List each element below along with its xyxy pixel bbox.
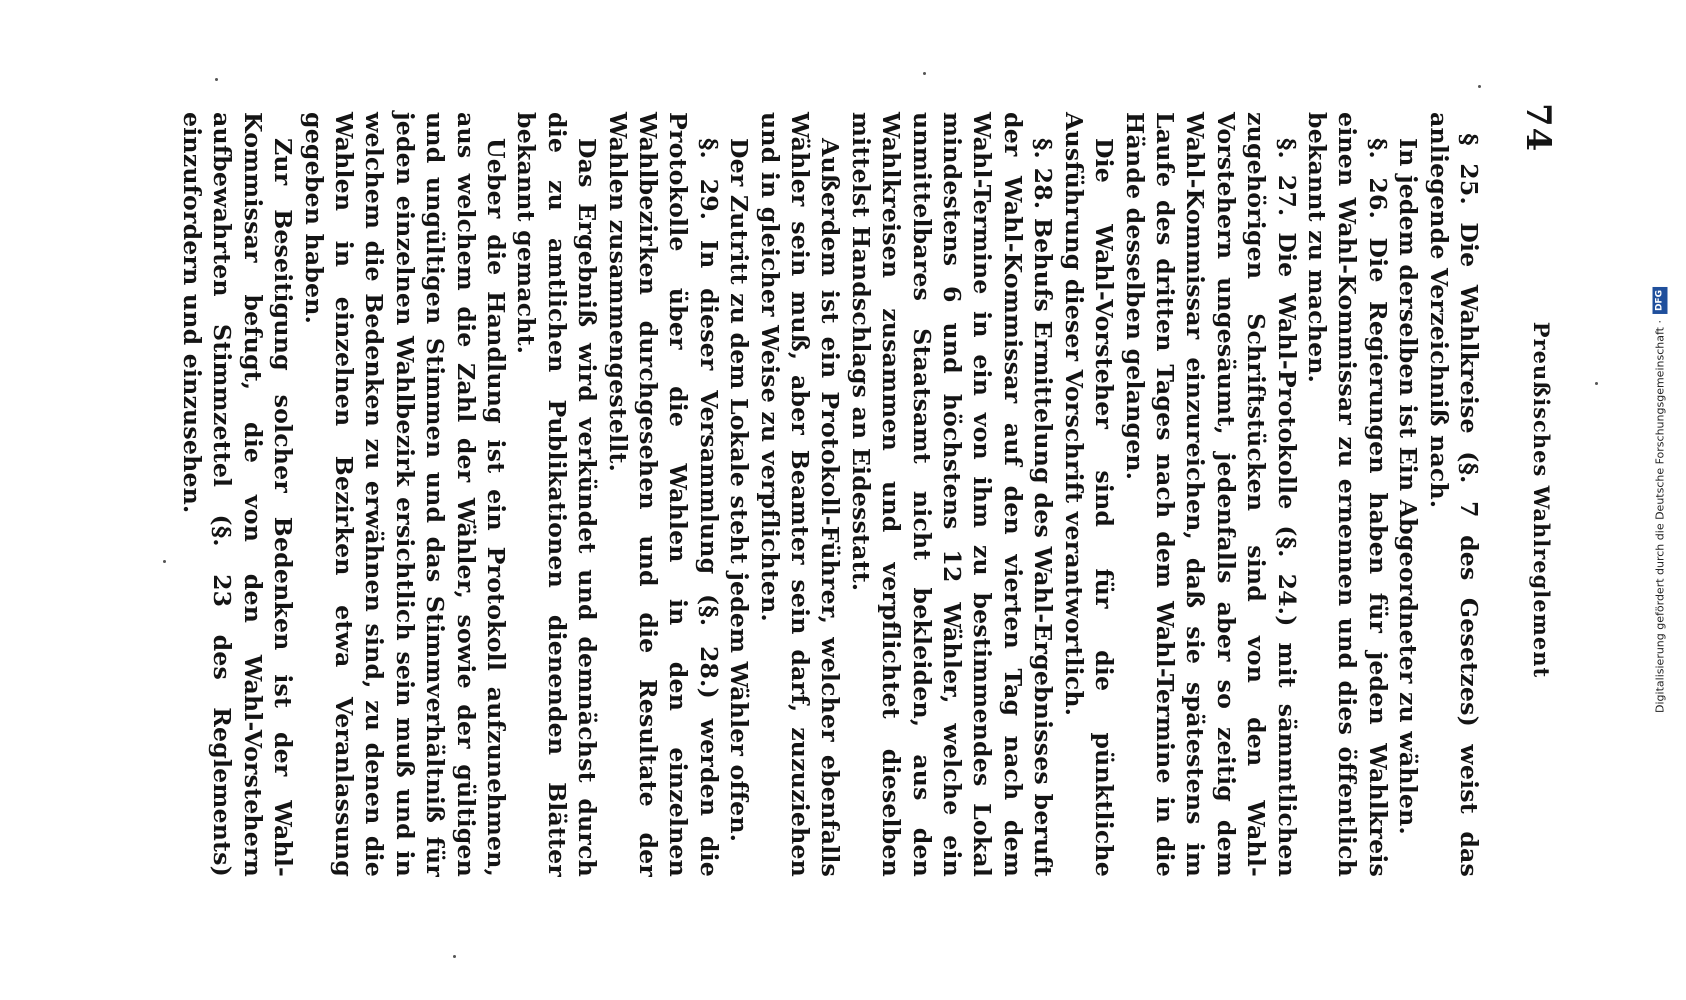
paragraph-27-cont: Die Wahl-Vorsteher sind für die pünktliche Ausführung dieser Vorschrift verantwortlich. (1059, 112, 1119, 877)
scan-speck (1595, 382, 1598, 385)
dfg-logo: DFG (1653, 287, 1668, 314)
paragraph-25-cont: In jedem derselben ist Ein Abgeordneter zu wählen. (1394, 137, 1423, 835)
scan-speck (453, 955, 456, 958)
body-text (177, 112, 1484, 877)
credit-text: Digitalisierung gefördert durch die Deutsche Forschungsgemeinschaft · (1653, 320, 1667, 713)
scan-speck (163, 560, 166, 563)
running-head: Preußisches Wahlreglement (1529, 321, 1554, 679)
scan-speck (923, 72, 926, 75)
paragraph-29-result: Das Ergebniß wird verkündet und demnächst durch die zu amtlichen Publikationen dienenden Blätter bekannt gemacht. (512, 112, 602, 877)
paragraph-28-cont: Außerdem ist ein Protokoll-Führer, welcher ebenfalls Wähler sein muß, aber Beamter sein darf, zuzuziehen und in gleicher Weise zu verpflichten. (755, 112, 845, 877)
paragraph-29-remedy: Zur Beseitigung solcher Bedenken ist der Wahl-Kommissar befugt, die von den Wahl-Vorstehern aufbewahrten Stimmzettel (§. 23 des Reglements) einzufordern und einzusehen. (177, 112, 298, 877)
scan-speck (1478, 85, 1481, 88)
scan-speck (215, 78, 218, 81)
paragraph-29: §. 29. In dieser Versammlung (§. 28.) werden die Protokolle über die Wahlen in den einzelnen Wahlbezirken durchgesehen und die Resultate der Wahlen zusammengestellt. (603, 112, 723, 877)
digitization-credit (1653, 287, 1668, 713)
paragraph-27: §. 27. Die Wahl-Protokolle (§. 24.) mit sämmtlichen zugehörigen Schriftstücken sind von den Wahl-Vorstehern ungesäumt, jedenfalls aber so zeitig dem Wahl-Kommissar einzureichen, daß sie spätestens im Laufe des dritten Tages nach dem Wahl-Termine in die Hände desselben gelangen. (1120, 112, 1301, 877)
page-number: 74 (1518, 103, 1558, 153)
paragraph-28-access: Der Zutritt zu dem Lokale steht jedem Wähler offen. (725, 137, 754, 843)
paragraph-28: §. 28. Behufs Ermittelung des Wahl-Ergebnisses beruft der Wahl-Kommissar auf den vierten Tag nach dem Wahl-Termine in ein von ihm zu bestimmendes Lokal mindestens 6 und höchstens 12 Wähler, welche ein unmittelbares Staatsamt nicht bekleiden, aus den Wahlkreisen zusammen und verpflichtet dieselben mittelst Handschlags an Eidesstatt. (846, 112, 1058, 877)
paragraph-25: § 25. Die Wahlkreise (§. 7 des Gesetzes) weist das anliegende Verzeichniß nach. (1424, 112, 1483, 877)
paragraph-29-protocol: Ueber die Handlung ist ein Protokoll aufzunehmen, aus welchem die Zahl der Wähler, sowie der gültigen und ungültigen Stimmen und das Stimmverhältniß für jeden einzelnen Wahlbezirk ersichtlich sein muß und in welchem die Bedenken zu erwähnen sind, zu denen die Wahlen in einzelnen Bezirken etwa Veranlassung gegeben haben. (299, 112, 510, 877)
paragraph-26: §. 26. Die Regierungen haben für jeden Wahlkreis einen Wahl-Kommissar zu ernennen und dies öffentlich bekannt zu machen. (1302, 112, 1392, 877)
